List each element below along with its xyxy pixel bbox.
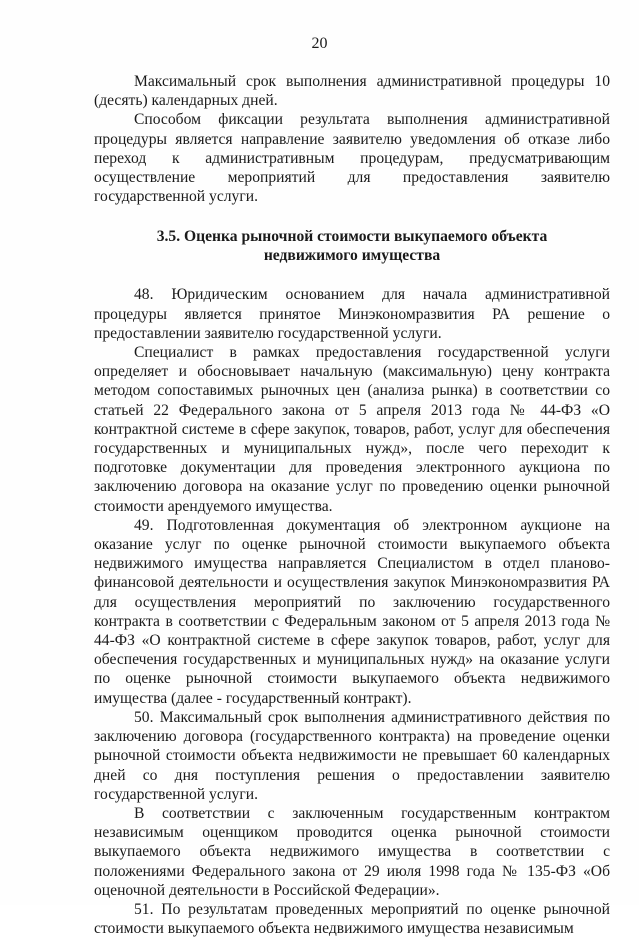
section-heading (94, 227, 610, 265)
section-title-line-2: недвижимого имущества (263, 247, 441, 265)
page-number: 20 (311, 35, 328, 52)
paragraph-max-term: Максимальный срок выполнения административной процедуры 10 (десять) календарных дней. (94, 73, 610, 110)
section-title-line-1: 3.5. Оценка рыночной стоимости выкупаемого объекта (156, 228, 548, 246)
paragraph-51: 51. По результатам проведенных мероприятий по оценке рыночной стоимости выкупаемого объекта недвижимого имущества независимым (94, 900, 610, 938)
paragraph-48: 48. Юридическим основанием для начала административной процедуры является принятое Минэкономразвития РА решение о предоставлении заявителю государственной услуги. (94, 286, 610, 342)
paragraph-result-fixation: Способом фиксации результата выполнения административной процедуры является направление заявителю уведомления об отказе либо переход к административным процедурам, предусматривающим осуществление мероприятий для предоставления заявителю государственной услуги. (94, 111, 610, 206)
paragraph-49: 49. Подготовленная документация об электронном аукционе на оказание услуг по оценке рыночной стоимости выкупаемого объекта недвижимого имущества направляется Специалистом в отдел планово-финансовой деятельности и осуществления закупок Минэкономразвития РА для осуществления мероприятий по заключению государственного контракта в соответствии с Федеральным законом от 5 апреля 2013 года № 44-ФЗ «О контрактной системе в сфере закупок товаров, работ, услуг для обеспечения государственных и муниципальных нужд» на оказание услуги по оценке рыночной стоимости выкупаемого объекта недвижимого имущества (далее - государственный контракт). (94, 516, 610, 707)
paragraph-contract-valuation: В соответствии с заключенным государственным контрактом независимым оценщиком проводится оценка рыночной стоимости выкупаемого объекта недвижимого имущества в соответствии с положениями Федерального закона от 29 июля 1998 года № 135-ФЗ «Об оценочной деятельности в Российской Федерации». (94, 804, 610, 899)
paragraph-50: 50. Максимальный срок выполнения административного действия по заключению договора (государственного контракта) на проведение оценки рыночной стоимости объекта недвижимости не превышает 60 календарных дней со дня поступления решения о предоставлении заявителю государственной услуги. (94, 708, 610, 803)
paragraph-specialist: Специалист в рамках предоставления государственной услуги определяет и обосновывает начальную (максимальную) цену контракта методом сопоставимых рыночных цен (анализа рынка) в соответствии со статьей 22 Федерального закона от 5 апреля 2013 года № 44-ФЗ «О контрактной системе в сфере закупок, товаров, работ, услуг для обеспечения государственных и муниципальных нужд», после чего переходит к подготовке документации для проведения электронного аукциона по заключению договора на оказание услуг по проведению оценки рыночной стоимости арендуемого имущества. (94, 344, 610, 515)
page-content (94, 72, 610, 938)
